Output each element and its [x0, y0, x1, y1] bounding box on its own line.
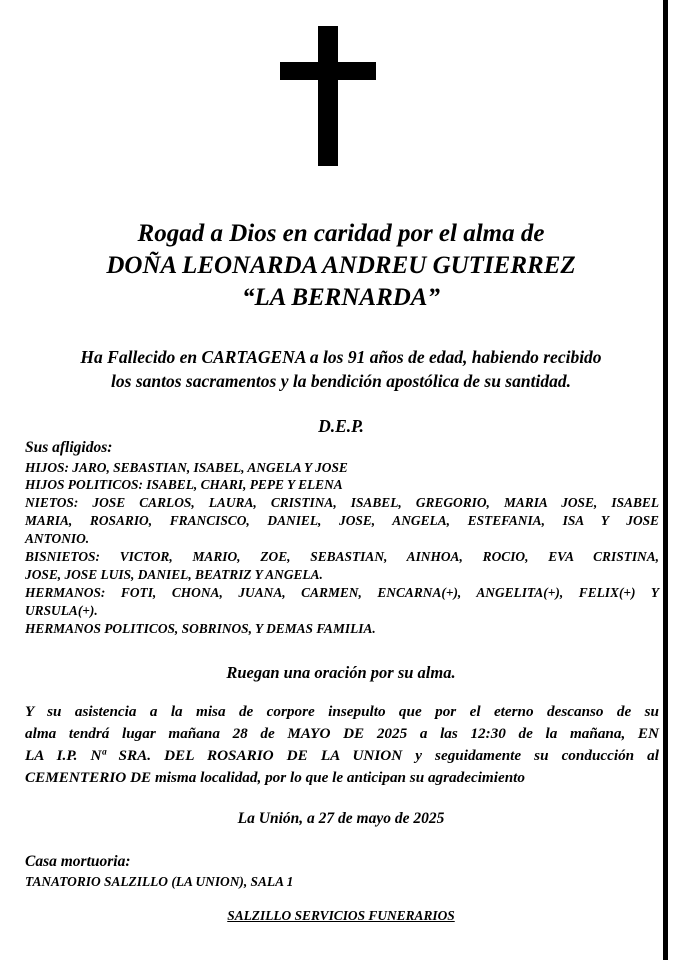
- place-date: La Unión, a 27 de mayo de 2025: [237, 810, 445, 827]
- family-line: HIJOS: JARO, SEBASTIAN, ISABEL, ANGELA Y JOSE: [25, 460, 348, 475]
- mass-line: CEMENTERIO DE misma localidad, por lo que le anticipan su agradecimiento: [25, 769, 525, 786]
- family-line: HIJOS POLITICOS: ISABEL, CHARI, PEPE Y ELENA: [25, 477, 343, 492]
- death-notice-line-2: los santos sacramentos y la bendición apostólica de su santidad.: [111, 371, 571, 391]
- mortuary-value: TANATORIO SALZILLO (LA UNION), SALA 1: [25, 874, 294, 889]
- family-line: ANTONIO.: [25, 531, 90, 546]
- deceased-name: DOÑA LEONARDA ANDREU GUTIERREZ: [106, 252, 576, 279]
- family-line: NIETOS: JOSE CARLOS, LAURA, CRISTINA, ISABEL, GREGORIO, MARIA JOSE, ISABEL: [25, 495, 659, 510]
- header-line-1: Rogad a Dios en caridad por el alma de: [137, 220, 545, 247]
- prayer-request: Ruegan una oración por su alma.: [226, 663, 456, 682]
- dep-label: D.E.P.: [318, 416, 364, 436]
- family-line: MARIA, ROSARIO, FRANCISCO, DANIEL, JOSE, ANGELA, ESTEFANIA, ISA Y JOSE: [25, 513, 659, 528]
- mortuary-label: Casa mortuoria:: [25, 853, 131, 870]
- mass-line: Y su asistencia a la misa de corpore insepulto que por el eterno descanso de su: [25, 703, 659, 720]
- death-notice-line-1: Ha Fallecido en CARTAGENA a los 91 años de edad, habiendo recibido: [80, 347, 602, 367]
- family-line: HERMANOS POLITICOS, SOBRINOS, Y DEMAS FAMILIA.: [25, 621, 376, 636]
- family-line: BISNIETOS: VICTOR, MARIO, ZOE, SEBASTIAN, AINHOA, ROCIO, EVA CRISTINA,: [25, 549, 659, 564]
- family-line: HERMANOS: FOTI, CHONA, JUANA, CARMEN, ENCARNA(+), ANGELITA(+), FELIX(+) Y: [25, 585, 659, 600]
- mass-line: alma tendrá lugar mañana 28 de MAYO DE 2025 a las 12:30 de la mañana, EN: [25, 725, 659, 742]
- family-intro: Sus afligidos:: [25, 439, 113, 456]
- mass-line: LA I.P. Nª SRA. DEL ROSARIO DE LA UNION y seguidamente su conducción al: [25, 747, 659, 764]
- family-line: URSULA(+).: [25, 603, 98, 618]
- deceased-nickname: “LA BERNARDA”: [242, 284, 440, 311]
- cross-icon: [0, 0, 682, 200]
- funeral-home: SALZILLO SERVICIOS FUNERARIOS: [227, 908, 455, 923]
- family-line: JOSE, JOSE LUIS, DANIEL, BEATRIZ Y ANGELA.: [25, 567, 323, 582]
